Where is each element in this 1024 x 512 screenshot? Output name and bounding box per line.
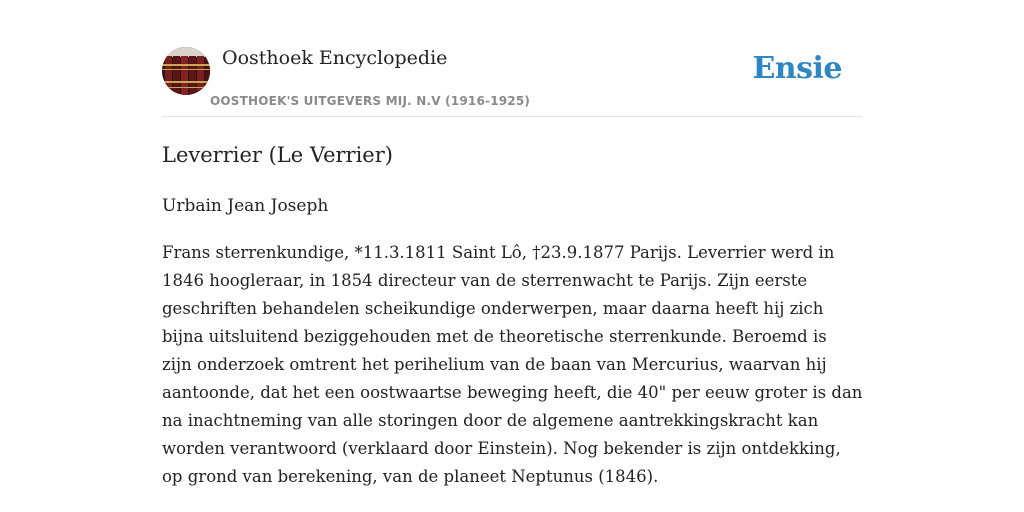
- body-line: worden verantwoord (verklaard door Einstein). Nog bekender is zijn ontdekking,: [162, 439, 841, 458]
- body-line: Frans sterrenkundige, *11.3.1811 Saint Lô, †23.9.1877 Parijs. Leverrier werd in: [162, 243, 835, 262]
- body-line: bijna uitsluitend beziggehouden met de theoretische sterrenkunde. Beroemd is: [162, 327, 827, 346]
- source-header: [162, 46, 862, 117]
- article-subtitle: Urbain Jean Joseph: [162, 196, 329, 216]
- body-line: zijn onderzoek omtrent het perihelium van de baan van Mercurius, waarvan hij: [162, 355, 827, 374]
- article-body: [162, 239, 862, 491]
- book-spines-icon[interactable]: [162, 47, 210, 95]
- body-line: aantoonde, dat het een oostwaartse beweging heeft, die 40" per eeuw groter is dan: [162, 383, 863, 402]
- publisher-label: OOSTHOEK'S UITGEVERS MIJ. N.V (1916-1925): [210, 94, 531, 108]
- body-line: na inachtneming van alle storingen door de algemene aantrekkingskracht kan: [162, 411, 819, 430]
- body-line: geschriften behandelen scheikundige onderwerpen, maar daarna heeft hij zich: [162, 299, 824, 318]
- article-title: Leverrier (Le Verrier): [162, 143, 393, 167]
- source-title[interactable]: Oosthoek Encyclopedie: [222, 47, 448, 69]
- body-line: op grond van berekening, van de planeet Neptunus (1846).: [162, 467, 659, 486]
- body-line: 1846 hoogleraar, in 1854 directeur van de sterrenwacht te Parijs. Zijn eerste: [162, 271, 808, 290]
- brand-logo-link[interactable]: Ensie: [752, 51, 842, 86]
